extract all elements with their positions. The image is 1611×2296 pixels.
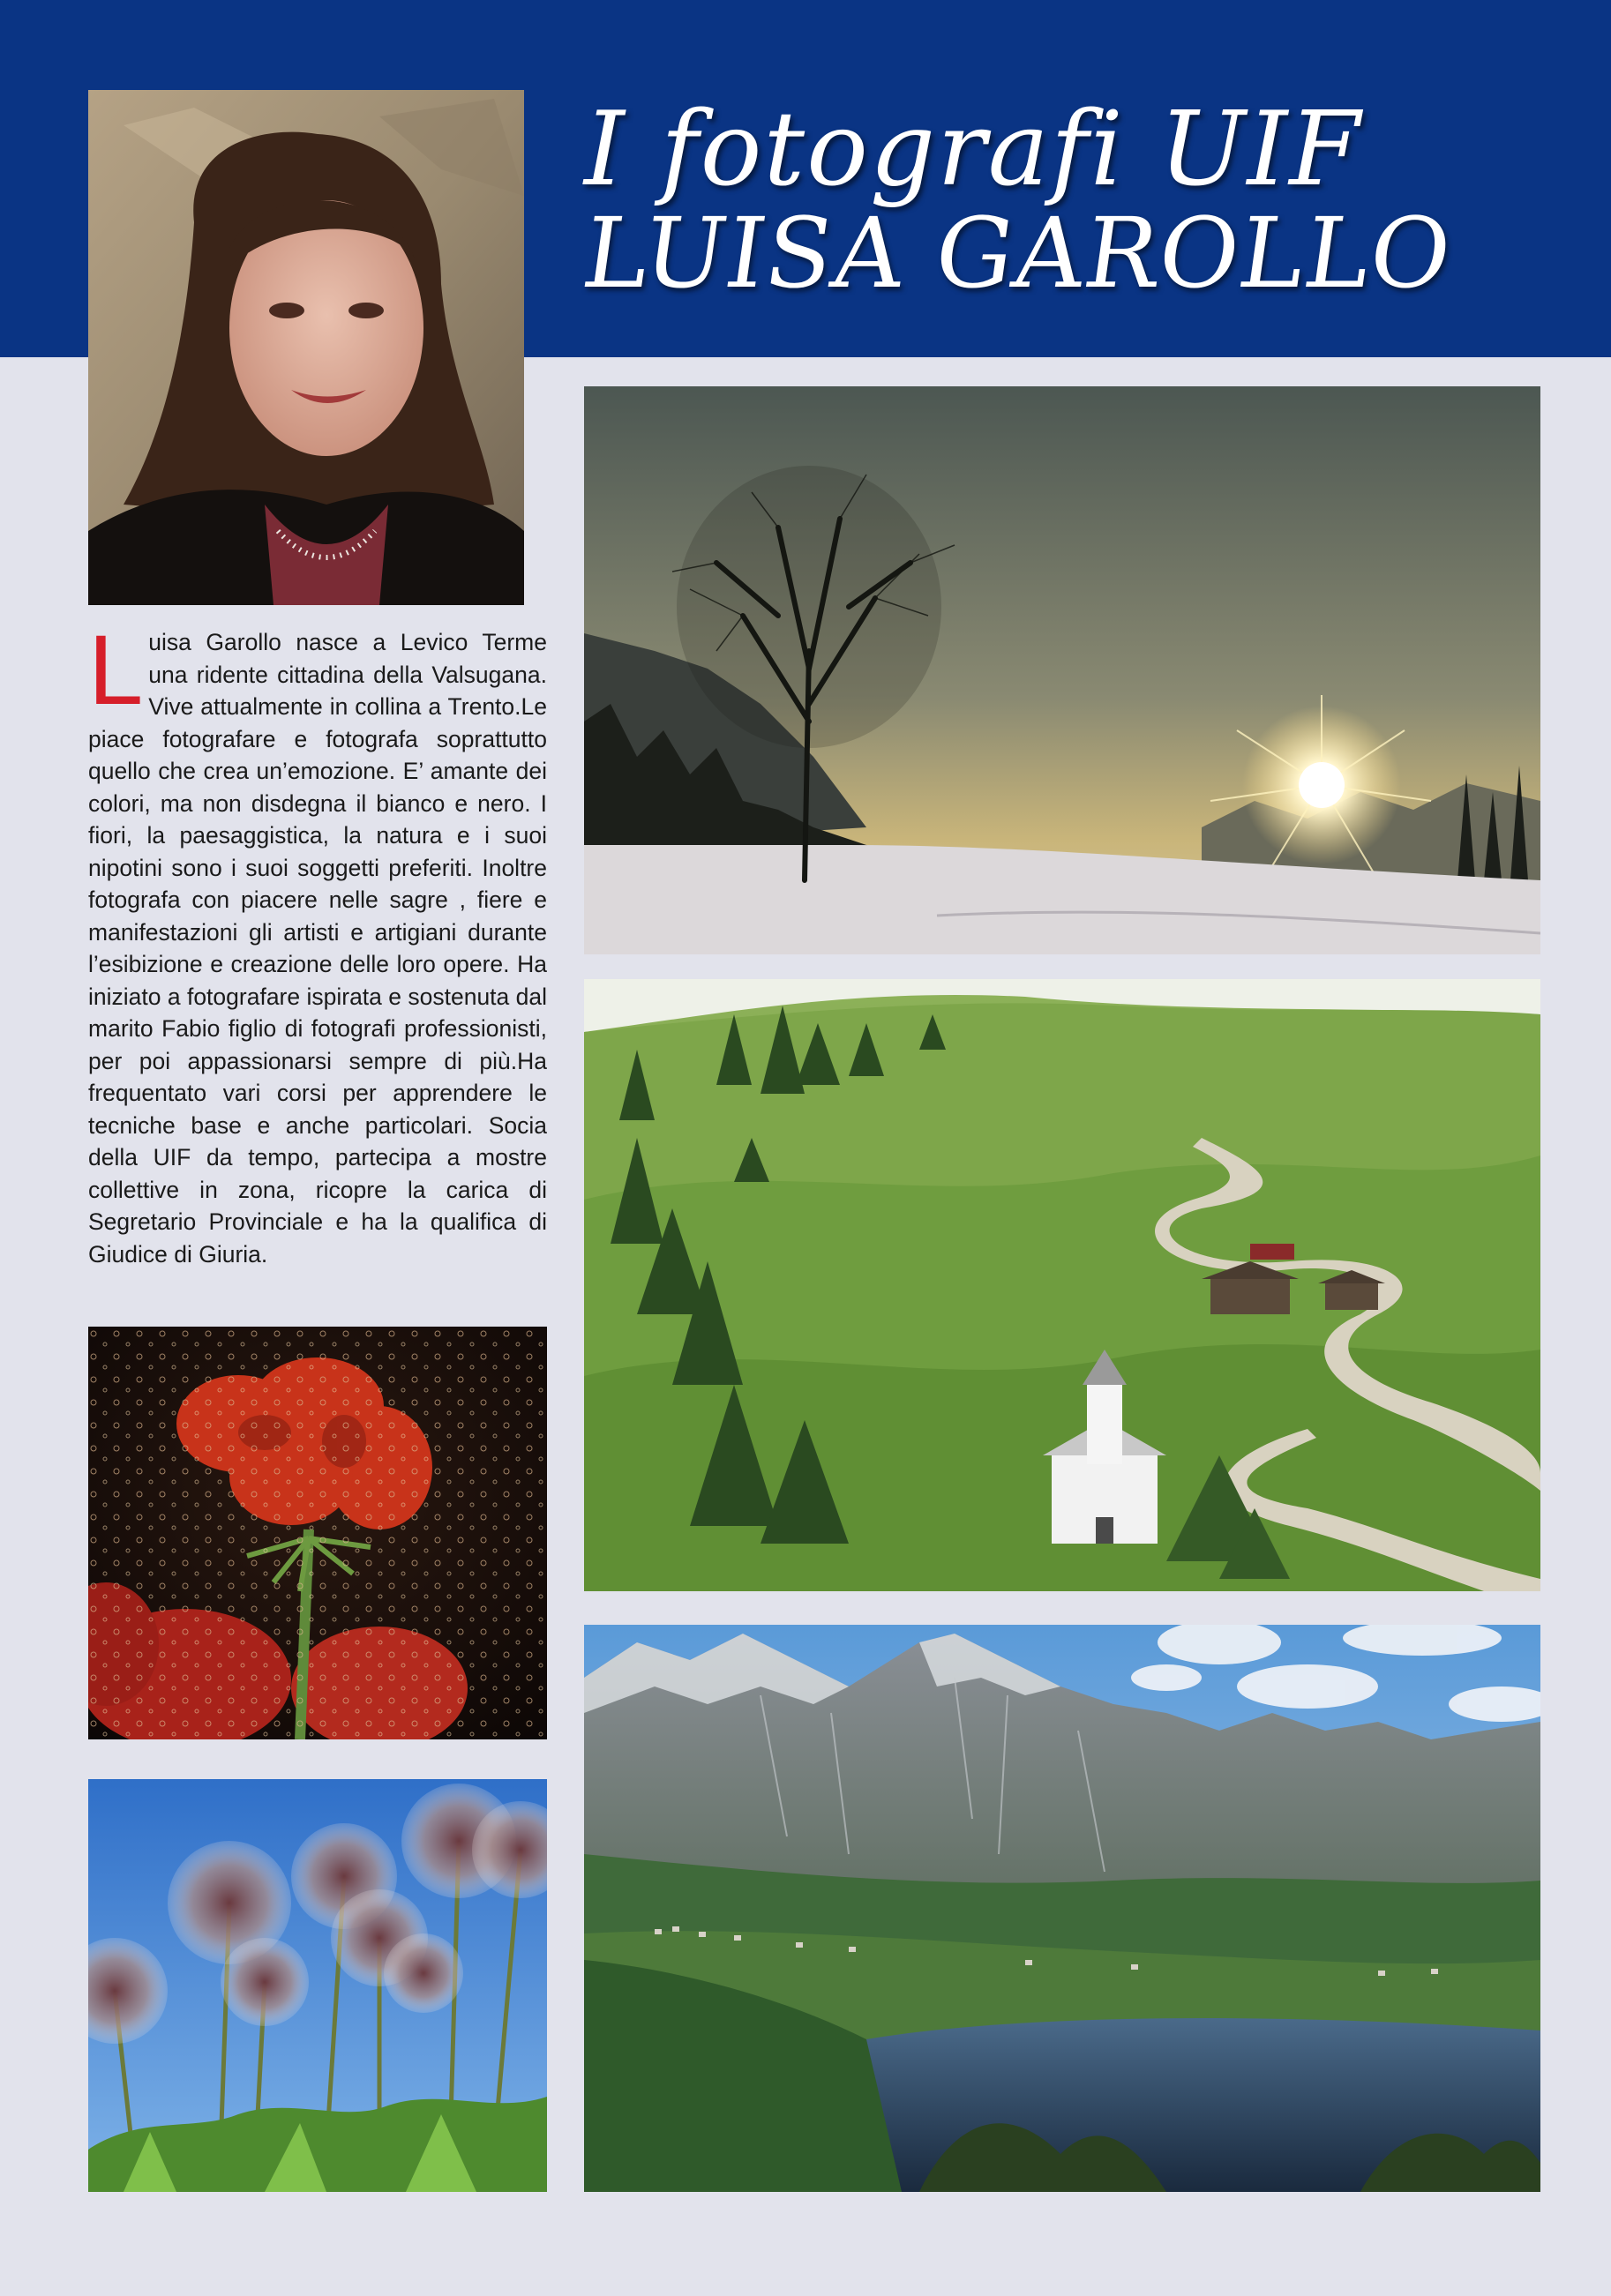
title-line-2: LUISA GAROLLO	[576, 197, 1459, 310]
alpine-meadow-photo	[584, 979, 1540, 1591]
biography-body: uisa Garollo nasce a Levico Terme una ridente cittadina della Valsugana. Vive attualmente in collina a Trento.Le piace fotografare e fotografa soprattutto quello che crea un’emozione. E’ amante dei colori, ma non disdegna il bianco e nero. I fiori, la paesaggistica, la natura e i suoi nipotini sono i suoi soggetti preferiti. Inoltre fotografa con piacere nelle sagre , fiere e manifestazioni gli artisti e artigiani durante l’esibizione e creazione delle loro opere. Ha iniziato a fotografare ispirata e sostenuta dal marito Fabio figlio di fotografi professionisti, per poi appassionarsi sempre di più.Ha frequentato vari corsi per apprendere le tecniche base e anche particolari. Socia della UIF da tempo, partecipa a mostre collettive in zona, ricopre la carica di Segretario Provinciale e ha la qualifica di Giudice di Giuria.	[88, 629, 548, 1268]
drop-cap: L	[88, 615, 144, 725]
portrait-photo	[88, 90, 524, 605]
sunset-tree-photo	[584, 386, 1540, 954]
title-line-1: I fotografi UIF	[584, 90, 1362, 209]
biography-text	[88, 615, 548, 1270]
page-title	[576, 90, 1459, 310]
pasqueflower-photo	[88, 1779, 547, 2192]
lake-mountains-photo	[584, 1625, 1540, 2192]
geranium-photo	[88, 1327, 547, 1739]
